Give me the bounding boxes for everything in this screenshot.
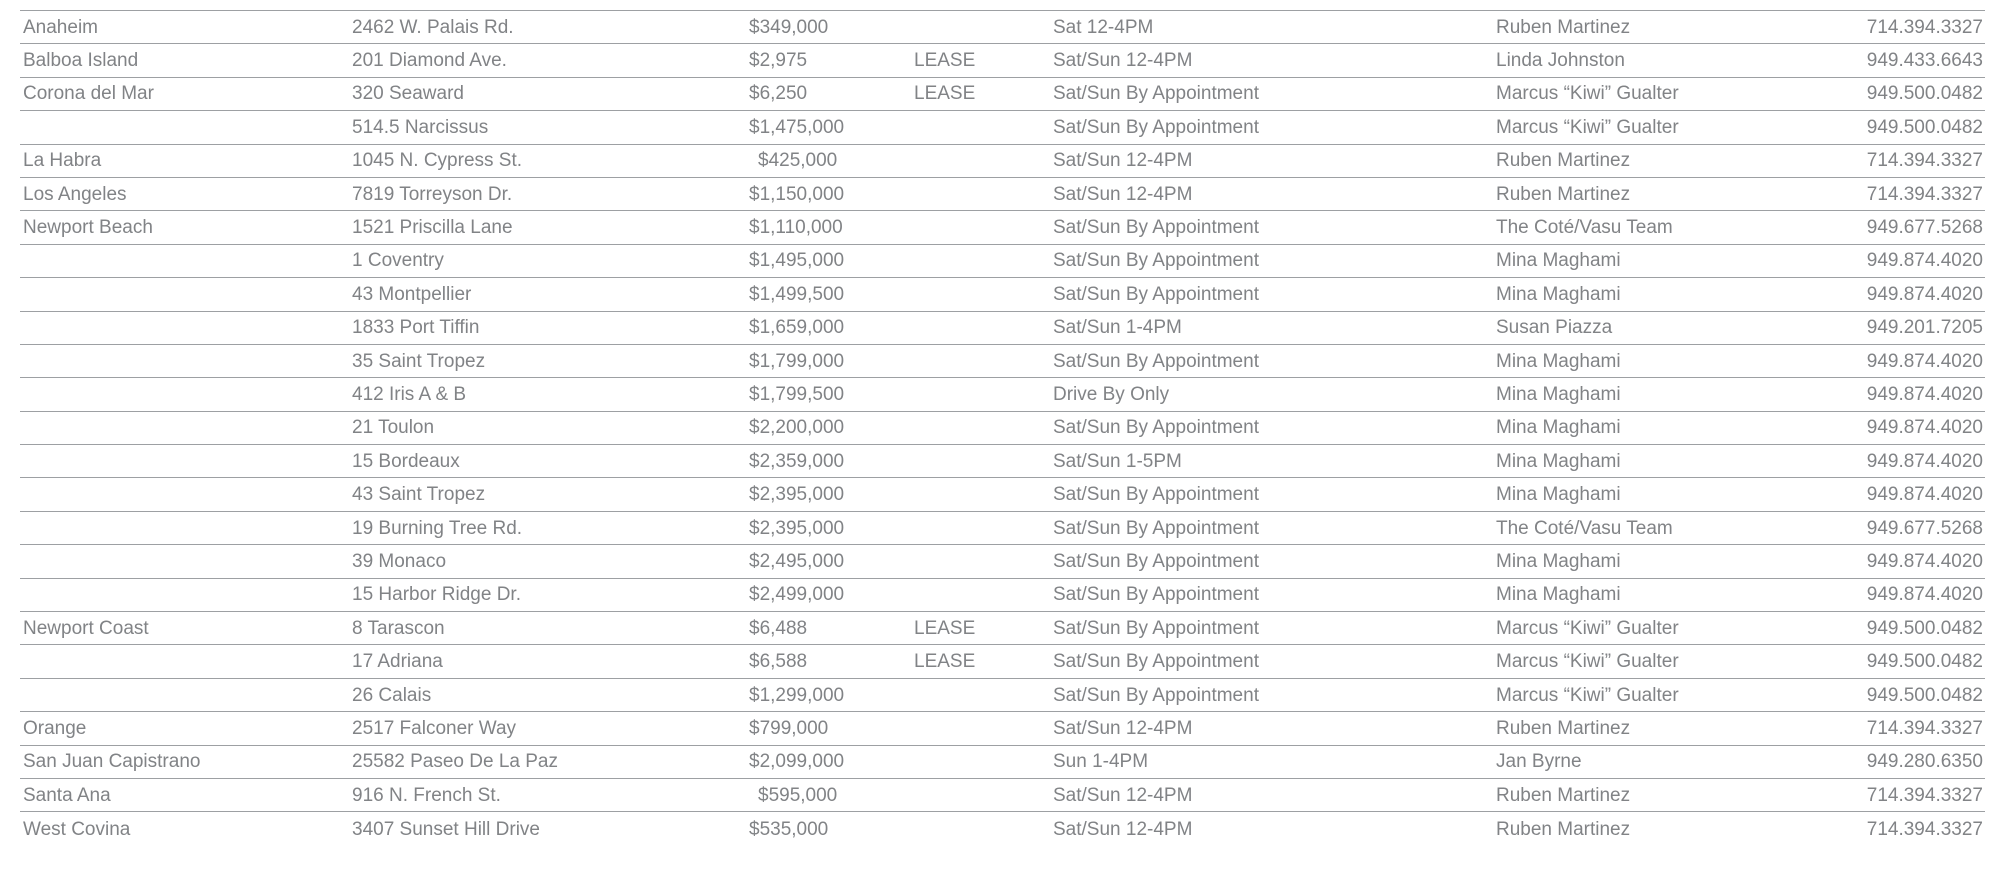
address-cell: 43 Montpellier xyxy=(352,284,472,304)
city-cell: Balboa Island xyxy=(23,51,139,71)
phone-cell: 949.280.6350 xyxy=(1866,752,1983,772)
open-time-cell: Sat/Sun 1-5PM xyxy=(1053,451,1182,471)
price-cell: $2,495,000 xyxy=(749,551,845,571)
table-row xyxy=(20,345,1985,378)
open-time-cell: Sat/Sun By Appointment xyxy=(1053,585,1259,605)
agent-cell: Ruben Martinez xyxy=(1496,151,1631,171)
phone-cell: 714.394.3327 xyxy=(1866,17,1983,37)
phone-cell: 949.677.5268 xyxy=(1866,518,1983,538)
table-row xyxy=(20,812,1985,845)
city-cell: Corona del Mar xyxy=(23,84,154,104)
table-row xyxy=(20,512,1985,545)
price-cell: $1,659,000 xyxy=(749,318,845,338)
phone-cell: 949.874.4020 xyxy=(1866,485,1983,505)
open-time-cell: Sat/Sun 12-4PM xyxy=(1053,151,1193,171)
open-time-cell: Sat/Sun By Appointment xyxy=(1053,418,1259,438)
table-row xyxy=(20,445,1985,478)
open-time-cell: Sat/Sun By Appointment xyxy=(1053,652,1259,672)
table-row xyxy=(20,412,1985,445)
open-time-cell: Sun 1-4PM xyxy=(1053,752,1149,772)
price-cell: $6,488 xyxy=(749,618,808,638)
price-cell: $799,000 xyxy=(749,718,829,738)
address-cell: 17 Adriana xyxy=(352,652,443,672)
table-row xyxy=(20,779,1985,812)
open-time-cell: Sat/Sun 1-4PM xyxy=(1053,318,1182,338)
table-row xyxy=(20,545,1985,578)
price-cell: $2,359,000 xyxy=(749,451,845,471)
city-cell: Orange xyxy=(23,718,87,738)
city-cell: La Habra xyxy=(23,151,102,171)
open-time-cell: Sat/Sun By Appointment xyxy=(1053,551,1259,571)
table-row xyxy=(20,178,1985,211)
agent-cell: Mina Maghami xyxy=(1496,418,1621,438)
price-cell: $1,150,000 xyxy=(749,184,845,204)
agent-cell: Marcus “Kiwi” Gualter xyxy=(1496,84,1679,104)
open-time-cell: Sat/Sun 12-4PM xyxy=(1053,819,1193,839)
address-cell: 201 Diamond Ave. xyxy=(352,51,507,71)
table-row xyxy=(20,211,1985,244)
phone-cell: 949.874.4020 xyxy=(1866,351,1983,371)
phone-cell: 949.500.0482 xyxy=(1866,84,1983,104)
agent-cell: Marcus “Kiwi” Gualter xyxy=(1496,652,1679,672)
open-time-cell: Sat/Sun By Appointment xyxy=(1053,351,1259,371)
agent-cell: Mina Maghami xyxy=(1496,251,1621,271)
city-cell: Anaheim xyxy=(23,17,98,37)
lease-badge: LEASE xyxy=(914,652,976,672)
address-cell: 7819 Torreyson Dr. xyxy=(352,184,513,204)
open-house-table xyxy=(20,10,1985,846)
phone-cell: 949.874.4020 xyxy=(1866,251,1983,271)
open-time-cell: Sat/Sun By Appointment xyxy=(1053,685,1259,705)
agent-cell: Mina Maghami xyxy=(1496,585,1621,605)
address-cell: 43 Saint Tropez xyxy=(352,485,486,505)
price-cell: $1,499,500 xyxy=(749,284,845,304)
price-cell: $595,000 xyxy=(758,785,838,805)
table-row xyxy=(20,44,1985,77)
address-cell: 1521 Priscilla Lane xyxy=(352,218,513,238)
phone-cell: 949.874.4020 xyxy=(1866,451,1983,471)
phone-cell: 714.394.3327 xyxy=(1866,151,1983,171)
address-cell: 1045 N. Cypress St. xyxy=(352,151,523,171)
address-cell: 15 Harbor Ridge Dr. xyxy=(352,585,521,605)
price-cell: $1,475,000 xyxy=(749,117,845,137)
table-row xyxy=(20,11,1985,44)
price-cell: $349,000 xyxy=(749,17,829,37)
price-cell: $2,200,000 xyxy=(749,418,845,438)
open-time-cell: Sat/Sun By Appointment xyxy=(1053,218,1259,238)
phone-cell: 949.201.7205 xyxy=(1866,318,1983,338)
phone-cell: 714.394.3327 xyxy=(1866,718,1983,738)
price-cell: $1,110,000 xyxy=(749,218,843,238)
price-cell: $535,000 xyxy=(749,819,829,839)
phone-cell: 949.874.4020 xyxy=(1866,284,1983,304)
table-row xyxy=(20,312,1985,345)
address-cell: 25582 Paseo De La Paz xyxy=(352,752,558,772)
agent-cell: Ruben Martinez xyxy=(1496,819,1631,839)
phone-cell: 714.394.3327 xyxy=(1866,785,1983,805)
table-row xyxy=(20,712,1985,745)
open-time-cell: Sat/Sun By Appointment xyxy=(1053,251,1259,271)
table-row xyxy=(20,612,1985,645)
address-cell: 2462 W. Palais Rd. xyxy=(352,17,514,37)
open-time-cell: Drive By Only xyxy=(1053,384,1170,404)
agent-cell: Marcus “Kiwi” Gualter xyxy=(1496,685,1679,705)
agent-cell: Marcus “Kiwi” Gualter xyxy=(1496,117,1679,137)
table-row xyxy=(20,645,1985,678)
price-cell: $1,799,000 xyxy=(749,351,845,371)
open-time-cell: Sat/Sun By Appointment xyxy=(1053,618,1259,638)
city-cell: Los Angeles xyxy=(23,184,127,204)
agent-cell: Ruben Martinez xyxy=(1496,718,1631,738)
open-time-cell: Sat/Sun 12-4PM xyxy=(1053,785,1193,805)
price-cell: $1,299,000 xyxy=(749,685,845,705)
table-row xyxy=(20,78,1985,111)
price-cell: $425,000 xyxy=(758,151,838,171)
lease-badge: LEASE xyxy=(914,618,976,638)
address-cell: 1 Coventry xyxy=(352,251,444,271)
address-cell: 8 Tarascon xyxy=(352,618,445,638)
phone-cell: 949.433.6643 xyxy=(1866,51,1983,71)
address-cell: 3407 Sunset Hill Drive xyxy=(352,819,540,839)
phone-cell: 949.874.4020 xyxy=(1866,418,1983,438)
phone-cell: 949.500.0482 xyxy=(1866,618,1983,638)
phone-cell: 949.500.0482 xyxy=(1866,117,1983,137)
city-cell: Santa Ana xyxy=(23,785,111,805)
address-cell: 1833 Port Tiffin xyxy=(352,318,480,338)
address-cell: 35 Saint Tropez xyxy=(352,351,486,371)
table-row xyxy=(20,145,1985,178)
open-time-cell: Sat/Sun By Appointment xyxy=(1053,284,1259,304)
agent-cell: Marcus “Kiwi” Gualter xyxy=(1496,618,1679,638)
agent-cell: The Coté/Vasu Team xyxy=(1496,518,1673,538)
phone-cell: 949.874.4020 xyxy=(1866,551,1983,571)
agent-cell: Mina Maghami xyxy=(1496,551,1621,571)
table-row xyxy=(20,278,1985,311)
table-row xyxy=(20,245,1985,278)
price-cell: $1,495,000 xyxy=(749,251,845,271)
price-cell: $2,975 xyxy=(749,51,808,71)
address-cell: 19 Burning Tree Rd. xyxy=(352,518,523,538)
agent-cell: Susan Piazza xyxy=(1496,318,1613,338)
open-time-cell: Sat/Sun By Appointment xyxy=(1053,518,1259,538)
agent-cell: Linda Johnston xyxy=(1496,51,1625,71)
city-cell: Newport Beach xyxy=(23,218,153,238)
agent-cell: Mina Maghami xyxy=(1496,284,1621,304)
address-cell: 2517 Falconer Way xyxy=(352,718,517,738)
address-cell: 514.5 Narcissus xyxy=(352,117,489,137)
agent-cell: Mina Maghami xyxy=(1496,351,1621,371)
open-time-cell: Sat/Sun By Appointment xyxy=(1053,84,1259,104)
open-time-cell: Sat/Sun 12-4PM xyxy=(1053,51,1193,71)
table-row xyxy=(20,679,1985,712)
open-time-cell: Sat/Sun 12-4PM xyxy=(1053,184,1193,204)
address-cell: 412 Iris A & B xyxy=(352,384,467,404)
agent-cell: Ruben Martinez xyxy=(1496,17,1631,37)
phone-cell: 949.874.4020 xyxy=(1866,585,1983,605)
price-cell: $2,395,000 xyxy=(749,485,845,505)
price-cell: $6,588 xyxy=(749,652,808,672)
phone-cell: 949.500.0482 xyxy=(1866,652,1983,672)
table-row xyxy=(20,378,1985,411)
phone-cell: 714.394.3327 xyxy=(1866,819,1983,839)
address-cell: 320 Seaward xyxy=(352,84,464,104)
price-cell: $2,099,000 xyxy=(749,752,845,772)
table-row xyxy=(20,478,1985,511)
address-cell: 15 Bordeaux xyxy=(352,451,460,471)
open-time-cell: Sat/Sun By Appointment xyxy=(1053,485,1259,505)
agent-cell: Ruben Martinez xyxy=(1496,785,1631,805)
agent-cell: Mina Maghami xyxy=(1496,485,1621,505)
table-row xyxy=(20,579,1985,612)
phone-cell: 714.394.3327 xyxy=(1866,184,1983,204)
address-cell: 21 Toulon xyxy=(352,418,435,438)
address-cell: 916 N. French St. xyxy=(352,785,501,805)
open-time-cell: Sat/Sun By Appointment xyxy=(1053,117,1259,137)
agent-cell: Jan Byrne xyxy=(1496,752,1582,772)
address-cell: 26 Calais xyxy=(352,685,432,705)
table-row xyxy=(20,111,1985,144)
city-cell: West Covina xyxy=(23,819,131,839)
open-time-cell: Sat 12-4PM xyxy=(1053,17,1154,37)
address-cell: 39 Monaco xyxy=(352,551,447,571)
phone-cell: 949.874.4020 xyxy=(1866,384,1983,404)
phone-cell: 949.500.0482 xyxy=(1866,685,1983,705)
lease-badge: LEASE xyxy=(914,84,976,104)
price-cell: $2,499,000 xyxy=(749,585,845,605)
city-cell: Newport Coast xyxy=(23,618,149,638)
price-cell: $1,799,500 xyxy=(749,384,845,404)
agent-cell: Mina Maghami xyxy=(1496,451,1621,471)
agent-cell: Ruben Martinez xyxy=(1496,184,1631,204)
agent-cell: Mina Maghami xyxy=(1496,384,1621,404)
agent-cell: The Coté/Vasu Team xyxy=(1496,218,1673,238)
phone-cell: 949.677.5268 xyxy=(1866,218,1983,238)
table-row xyxy=(20,746,1985,779)
lease-badge: LEASE xyxy=(914,51,976,71)
price-cell: $2,395,000 xyxy=(749,518,845,538)
open-time-cell: Sat/Sun 12-4PM xyxy=(1053,718,1193,738)
price-cell: $6,250 xyxy=(749,84,808,104)
city-cell: San Juan Capistrano xyxy=(23,752,201,772)
